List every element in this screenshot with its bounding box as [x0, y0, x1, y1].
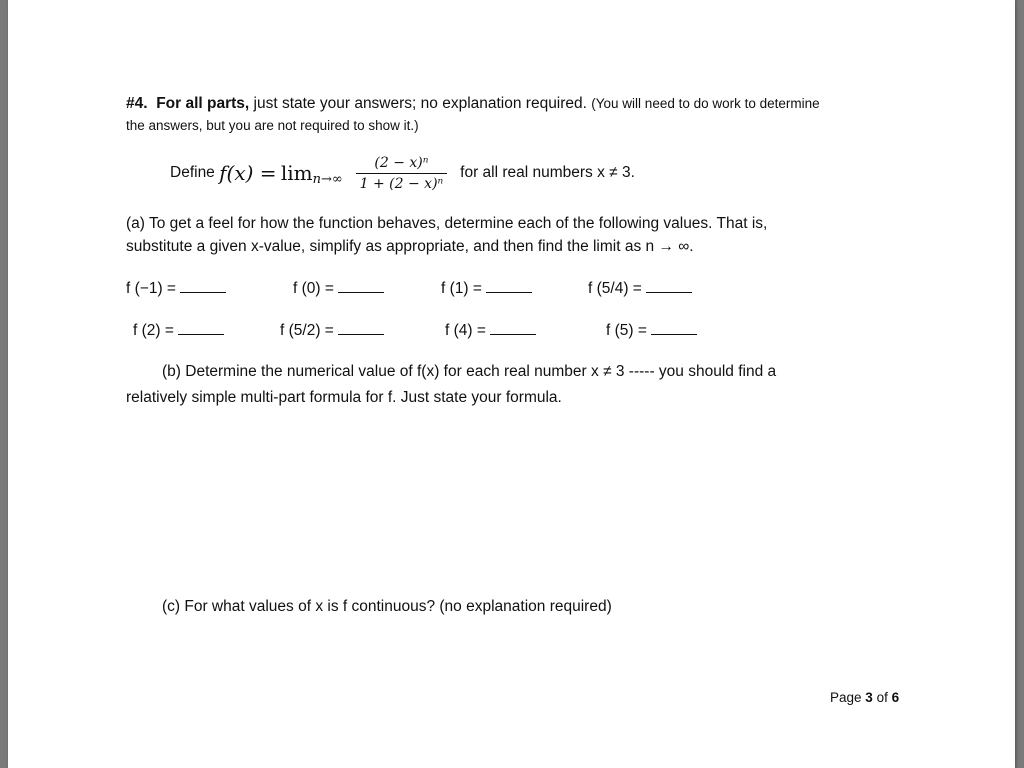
part-c-question: (c) For what values of x is f continuous? (no explanation required) [162, 598, 612, 615]
limit-fraction [356, 155, 448, 192]
value-label: f (−1) = [126, 280, 176, 297]
problem-note-line1: (You will need to do work to determine [591, 96, 820, 111]
value-label: f (4) = [445, 322, 486, 339]
problem-note-line2: the answers, but you are not required to show it.) [126, 118, 419, 133]
document-page [8, 0, 1015, 768]
answer-blank [178, 320, 224, 335]
part-b-line1: (b) Determine the numerical value of f(x) for each real number x ≠ 3 ----- you should find a [162, 363, 777, 380]
value-item-f-neg1 [126, 278, 226, 298]
value-label: f (5/4) = [588, 280, 642, 297]
domain-text: for all real numbers x ≠ 3. [460, 164, 635, 181]
value-label: f (0) = [293, 280, 334, 297]
total-pages: 6 [891, 690, 900, 705]
value-item-f-5-2 [280, 320, 384, 340]
fx-label: f(x) = [219, 161, 277, 185]
answer-blank [490, 320, 536, 335]
answer-blank [651, 320, 697, 335]
part-a-line2: substitute a given x-value, simplify as appropriate, and then find the limit as n → ∞. [126, 238, 694, 255]
lim-subscript: n→∞ [312, 171, 343, 187]
problem-lead-rest: just state your answers; no explanation required. [249, 95, 587, 112]
answer-blank [646, 278, 692, 293]
value-item-f-5 [606, 320, 697, 340]
answer-blank [486, 278, 532, 293]
answer-blank [180, 278, 226, 293]
value-label: f (5) = [606, 322, 647, 339]
of-word: of [876, 690, 888, 705]
value-item-f-1 [441, 278, 532, 298]
problem-header-line1 [126, 95, 820, 113]
page-word: Page [830, 690, 862, 705]
value-item-f-4 [445, 320, 536, 340]
answer-blank [338, 278, 384, 293]
value-item-f-5-4 [588, 278, 692, 298]
value-label: f (2) = [133, 322, 174, 339]
part-b-line2: relatively simple multi-part formula for f. Just state your formula. [126, 389, 562, 406]
value-item-f-2 [133, 320, 224, 340]
value-label: f (5/2) = [280, 322, 334, 339]
lim-symbol: lim [280, 161, 313, 185]
current-page: 3 [865, 690, 873, 705]
fraction-denominator: 1 + (2 − x)ⁿ [359, 175, 444, 192]
part-a-line1: (a) To get a feel for how the function behaves, determine each of the following values. That is, [126, 215, 768, 232]
fraction-numerator: (2 − x)ⁿ [356, 155, 448, 174]
problem-number: #4. [126, 95, 148, 112]
answer-blank [338, 320, 384, 335]
define-word: Define [170, 164, 215, 181]
value-label: f (1) = [441, 280, 482, 297]
function-definition [170, 150, 635, 196]
page-number [830, 690, 899, 705]
value-item-f-0 [293, 278, 384, 298]
problem-bold-lead: For all parts, [156, 95, 250, 112]
